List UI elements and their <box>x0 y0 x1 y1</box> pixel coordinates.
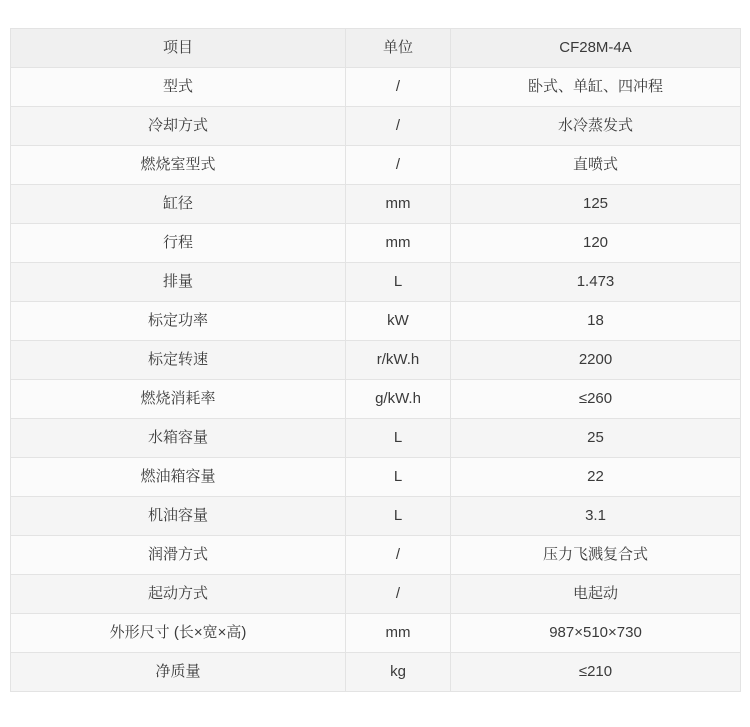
table-row <box>11 341 741 380</box>
table-row <box>11 419 741 458</box>
cell-unit: mm <box>346 614 451 653</box>
cell-item: 机油容量 <box>11 497 346 536</box>
table-row <box>11 146 741 185</box>
cell-value: 18 <box>451 302 741 341</box>
cell-value: 3.1 <box>451 497 741 536</box>
cell-unit: / <box>346 575 451 614</box>
cell-value: 电起动 <box>451 575 741 614</box>
cell-unit: L <box>346 263 451 302</box>
cell-item: 型式 <box>11 68 346 107</box>
table-row <box>11 380 741 419</box>
cell-item: 排量 <box>11 263 346 302</box>
cell-item: 行程 <box>11 224 346 263</box>
cell-item: 缸径 <box>11 185 346 224</box>
cell-unit: kW <box>346 302 451 341</box>
table-row <box>11 536 741 575</box>
table-row <box>11 263 741 302</box>
cell-value: 1.473 <box>451 263 741 302</box>
table-row <box>11 107 741 146</box>
table-row <box>11 458 741 497</box>
cell-value: 直喷式 <box>451 146 741 185</box>
cell-item: 净质量 <box>11 653 346 692</box>
cell-value: 25 <box>451 419 741 458</box>
cell-item: 起动方式 <box>11 575 346 614</box>
cell-item: 燃烧消耗率 <box>11 380 346 419</box>
cell-item: 标定功率 <box>11 302 346 341</box>
cell-value: 22 <box>451 458 741 497</box>
cell-unit: / <box>346 107 451 146</box>
cell-unit: r/kW.h <box>346 341 451 380</box>
table-header-row <box>11 29 741 68</box>
cell-value: 卧式、单缸、四冲程 <box>451 68 741 107</box>
table-row <box>11 614 741 653</box>
column-header-value: CF28M-4A <box>451 29 741 68</box>
cell-item: 燃烧室型式 <box>11 146 346 185</box>
cell-unit: mm <box>346 224 451 263</box>
column-header-unit: 单位 <box>346 29 451 68</box>
cell-unit: kg <box>346 653 451 692</box>
column-header-item: 项目 <box>11 29 346 68</box>
cell-unit: g/kW.h <box>346 380 451 419</box>
cell-unit: L <box>346 497 451 536</box>
cell-item: 冷却方式 <box>11 107 346 146</box>
cell-item: 外形尺寸 (长×宽×高) <box>11 614 346 653</box>
cell-value: 987×510×730 <box>451 614 741 653</box>
cell-value: 2200 <box>451 341 741 380</box>
cell-unit: mm <box>346 185 451 224</box>
cell-unit: / <box>346 68 451 107</box>
table-row <box>11 653 741 692</box>
table-header <box>11 29 741 68</box>
cell-unit: / <box>346 146 451 185</box>
table-row <box>11 575 741 614</box>
cell-unit: L <box>346 419 451 458</box>
cell-item: 水箱容量 <box>11 419 346 458</box>
table-body <box>11 68 741 692</box>
table-row <box>11 497 741 536</box>
cell-item: 润滑方式 <box>11 536 346 575</box>
cell-value: ≤260 <box>451 380 741 419</box>
cell-value: ≤210 <box>451 653 741 692</box>
table-row <box>11 68 741 107</box>
cell-value: 压力飞溅复合式 <box>451 536 741 575</box>
cell-unit: L <box>346 458 451 497</box>
cell-item: 燃油箱容量 <box>11 458 346 497</box>
cell-value: 水冷蒸发式 <box>451 107 741 146</box>
table-row <box>11 185 741 224</box>
cell-item: 标定转速 <box>11 341 346 380</box>
table-row <box>11 224 741 263</box>
cell-unit: / <box>346 536 451 575</box>
cell-value: 120 <box>451 224 741 263</box>
specification-table <box>10 28 741 692</box>
cell-value: 125 <box>451 185 741 224</box>
table-row <box>11 302 741 341</box>
